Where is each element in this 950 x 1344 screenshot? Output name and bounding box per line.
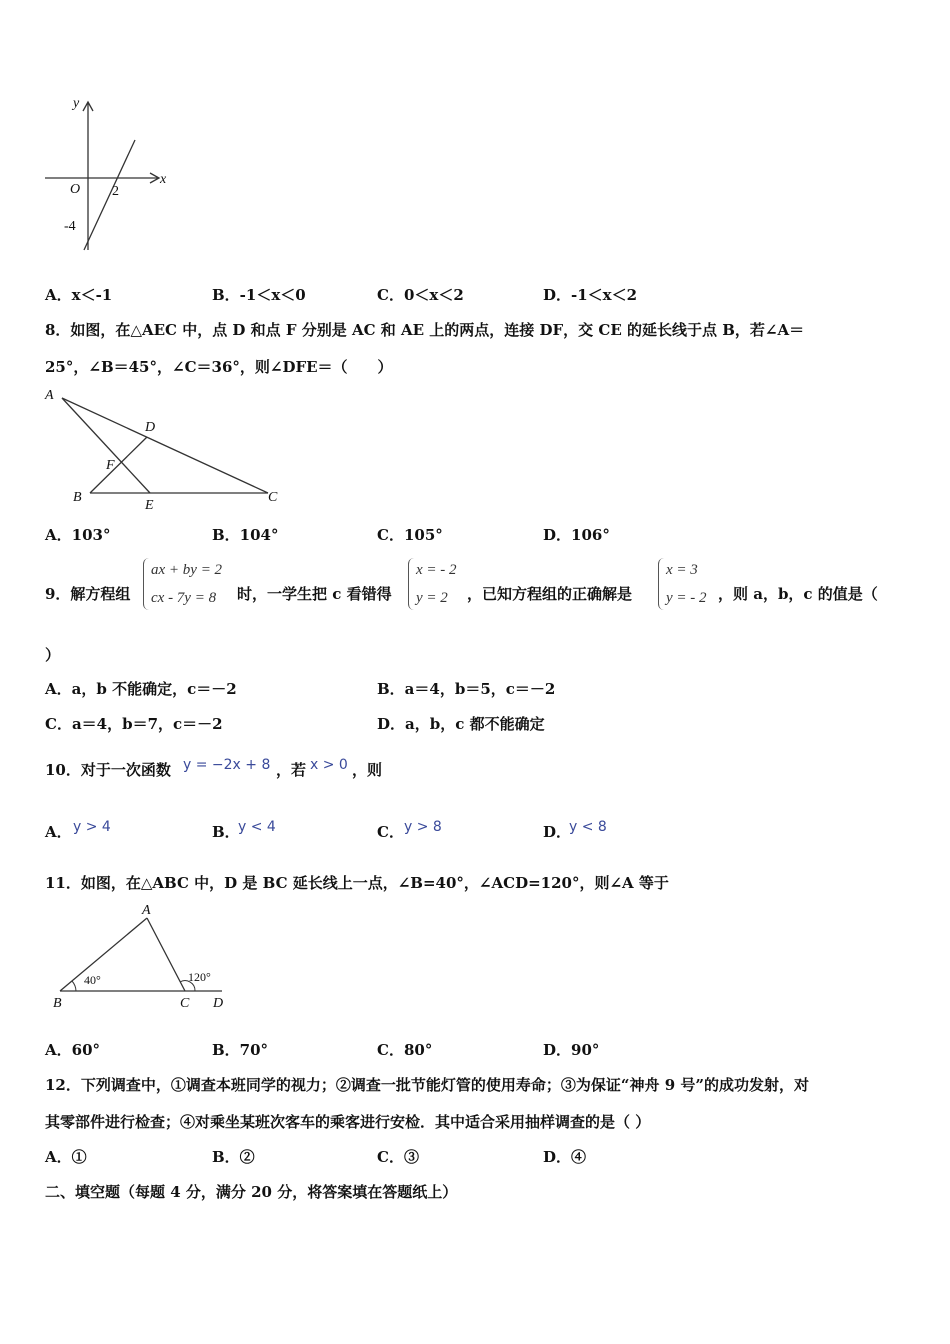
section-heading: 二、填空题（每题 4 分，满分 20 分，将答案填在答题纸上） bbox=[45, 1183, 458, 1201]
q11-option-c: C．80° bbox=[377, 1041, 433, 1059]
label-d: D bbox=[213, 996, 224, 1011]
q12-option-d: D．④ bbox=[543, 1148, 587, 1166]
segment-ac bbox=[62, 398, 268, 493]
q11-option-d: D．90° bbox=[543, 1041, 600, 1059]
q8-stem-line1: 8．如图，在△AEC 中，点 D 和点 F 分别是 AC 和 AE 上的两点，连接 DF，交 CE 的延长线于点 B，若∠A＝ bbox=[45, 321, 805, 339]
q9-middle1: 时，一学生把 c 看错得 bbox=[237, 585, 392, 603]
q8-option-a: A．103° bbox=[45, 526, 111, 544]
q8-figure bbox=[40, 385, 290, 515]
q9-middle2: ，已知方程组的正确解是 bbox=[467, 585, 633, 603]
q7-option-a: A．x＜-1 bbox=[45, 286, 113, 304]
q10-middle: ，若 bbox=[276, 761, 307, 779]
q9-system1-eq1: ax + by = 2 bbox=[151, 562, 223, 578]
angle-40-label: 40° bbox=[84, 973, 101, 987]
segment-ab bbox=[60, 918, 147, 991]
label-a: A bbox=[142, 903, 151, 918]
q9-option-c: C．a＝4，b＝7，c＝－2 bbox=[45, 715, 223, 733]
label-a: A bbox=[45, 388, 54, 403]
q12-option-b: B．② bbox=[212, 1148, 255, 1166]
y-label: y bbox=[73, 96, 80, 111]
q10-option-a-label: A． bbox=[45, 823, 72, 841]
q12-option-c: C．③ bbox=[377, 1148, 419, 1166]
origin-label: O bbox=[70, 182, 81, 197]
q11-figure bbox=[40, 900, 240, 1015]
q9-system3-eq2: y = - 2 bbox=[666, 590, 707, 606]
x-intercept-label: 2 bbox=[112, 184, 119, 199]
segment-ac bbox=[147, 918, 185, 991]
q9-system3-brace bbox=[658, 558, 665, 610]
q9-system1-brace bbox=[143, 558, 150, 610]
q7-option-c: C．0＜x＜2 bbox=[377, 286, 464, 304]
q10-option-b: y < 4 bbox=[238, 819, 276, 835]
q8-option-b: B．104° bbox=[212, 526, 279, 544]
q10-function: y = −2x + 8 bbox=[183, 757, 271, 773]
q9-prefix: 9．解方程组 bbox=[45, 585, 131, 603]
label-c: C bbox=[268, 490, 278, 505]
q10-option-b-label: B． bbox=[212, 823, 240, 841]
q7-option-b: B．-1＜x＜0 bbox=[212, 286, 306, 304]
q9-close-paren: ） bbox=[45, 646, 61, 664]
q10-prefix: 10．对于一次函数 bbox=[45, 761, 171, 779]
x-label: x bbox=[160, 172, 167, 187]
q10-option-a: y > 4 bbox=[73, 819, 111, 835]
q10-option-c-label: C． bbox=[377, 823, 404, 841]
q9-system2-eq1: x = - 2 bbox=[416, 562, 457, 578]
q11-option-a: A．60° bbox=[45, 1041, 101, 1059]
q8-stem-line2: 25°，∠B＝45°，∠C＝36°，则∠DFE＝（ ） bbox=[45, 358, 393, 376]
label-f: F bbox=[106, 458, 115, 473]
q9-system2-eq2: y = 2 bbox=[416, 590, 448, 606]
segment-ae bbox=[62, 398, 150, 493]
q9-option-d: D．a，b，c 都不能确定 bbox=[377, 715, 545, 733]
q9-system1-eq2: cx - 7y = 8 bbox=[151, 590, 217, 606]
label-b: B bbox=[73, 490, 82, 505]
q10-option-c: y > 8 bbox=[404, 819, 442, 835]
q9-option-b: B．a＝4，b＝5，c＝－2 bbox=[377, 680, 556, 698]
angle-b-arc bbox=[72, 981, 76, 991]
q8-option-c: C．105° bbox=[377, 526, 443, 544]
q10-condition: x > 0 bbox=[310, 757, 348, 773]
angle-120-label: 120° bbox=[188, 970, 211, 984]
q12-stem-line1: 12．下列调查中，①调查本班同学的视力；②调查一批节能灯管的使用寿命；③为保证“神舟 9 号”的成功发射，对 bbox=[45, 1076, 810, 1094]
label-c: C bbox=[180, 996, 190, 1011]
q12-option-a: A．① bbox=[45, 1148, 87, 1166]
q11-stem: 11．如图，在△ABC 中，D 是 BC 延长线上一点，∠B=40°，∠ACD=120°，则∠A 等于 bbox=[45, 874, 669, 892]
q10-option-d-label: D． bbox=[543, 823, 572, 841]
label-e: E bbox=[145, 498, 154, 513]
y-intercept-label: -4 bbox=[64, 219, 76, 234]
q9-suffix: ，则 a，b，c 的值是（ bbox=[718, 585, 878, 603]
q9-system3-eq1: x = 3 bbox=[666, 562, 698, 578]
q9-option-a: A．a，b 不能确定，c＝－2 bbox=[45, 680, 237, 698]
q10-suffix: ，则 bbox=[352, 761, 383, 779]
q8-option-d: D．106° bbox=[543, 526, 610, 544]
segment-bd bbox=[90, 437, 147, 493]
q12-stem-line2: 其零部件进行检查；④对乘坐某班次客车的乘客进行安检．其中适合采用抽样调查的是（ ） bbox=[45, 1113, 651, 1131]
q11-option-b: B．70° bbox=[212, 1041, 269, 1059]
label-b: B bbox=[53, 996, 62, 1011]
function-line bbox=[84, 140, 135, 250]
label-d: D bbox=[145, 420, 156, 435]
q7-option-d: D．-1＜x＜2 bbox=[543, 286, 638, 304]
q9-system2-brace bbox=[408, 558, 415, 610]
q10-option-d: y < 8 bbox=[569, 819, 607, 835]
q7-graph bbox=[40, 95, 170, 255]
